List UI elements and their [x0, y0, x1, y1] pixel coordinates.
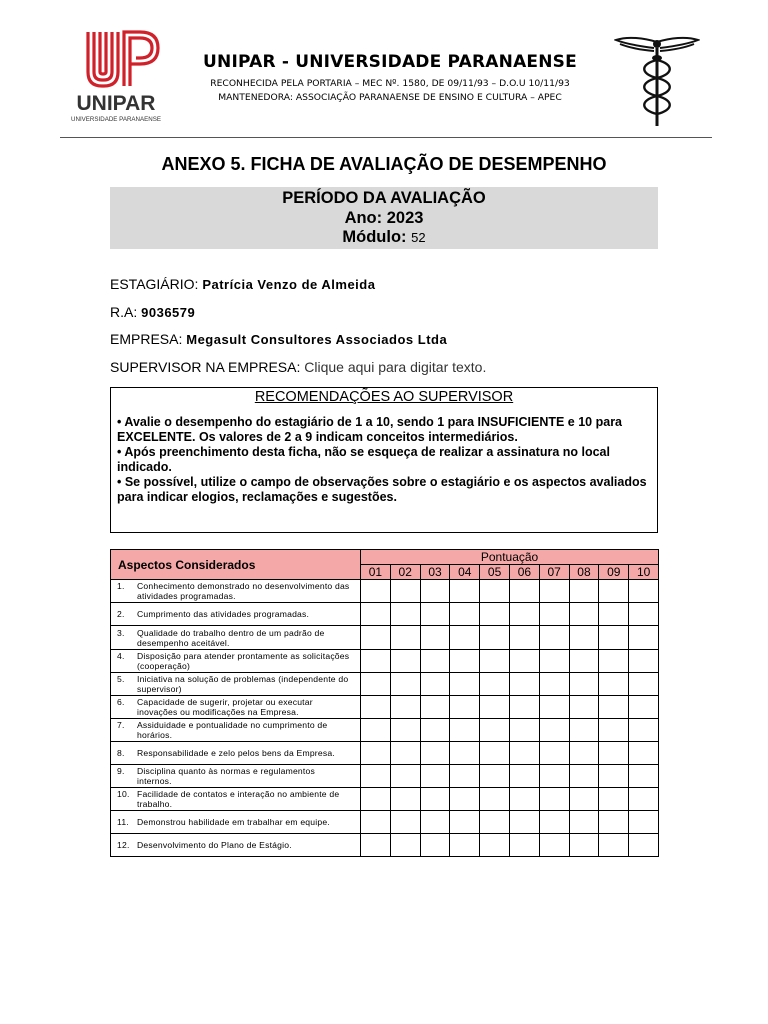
aspect-text: Disposição para atender prontamente as solicitações (cooperação) [137, 651, 350, 671]
score-cell[interactable] [599, 673, 629, 696]
table-row [111, 650, 659, 673]
score-cell[interactable] [569, 650, 599, 673]
score-cell[interactable] [420, 696, 450, 719]
score-cell[interactable] [569, 603, 599, 626]
score-number-05: 05 [480, 565, 510, 580]
score-cell[interactable] [420, 626, 450, 650]
aspect-cell [111, 742, 361, 765]
score-cell[interactable] [569, 696, 599, 719]
score-cell[interactable] [361, 603, 391, 626]
aspect-text: Conhecimento demonstrado no desenvolvimento das atividades programadas. [137, 581, 350, 601]
score-cell[interactable] [450, 603, 480, 626]
recommendation-item: • Avalie o desempenho do estagiário de 1 a 10, sendo 1 para INSUFICIENTE e 10 para EXCELENTE. Os valores de 2 a 9 indicam conceitos intermediários. [117, 415, 623, 444]
ra-value: 9036579 [141, 305, 196, 320]
recommendations-list [117, 415, 651, 505]
score-cell[interactable] [629, 719, 659, 742]
unipar-logo-subtext: UNIVERSIDADE PARANAENSE [71, 116, 161, 123]
score-cell[interactable] [420, 834, 450, 857]
score-number-02: 02 [390, 565, 420, 580]
aspect-text: Desenvolvimento do Plano de Estágio. [137, 840, 292, 850]
supervisor-input[interactable]: Clique aqui para digitar texto. [304, 359, 487, 375]
score-cell[interactable] [480, 696, 510, 719]
score-cell[interactable] [390, 719, 420, 742]
score-cell[interactable] [361, 834, 391, 857]
score-cell[interactable] [361, 742, 391, 765]
score-cell[interactable] [420, 603, 450, 626]
score-cell[interactable] [509, 650, 539, 673]
aspect-text: Disciplina quanto às normas e regulamentos internos. [137, 766, 315, 786]
aspects-header: Aspectos Considerados [111, 550, 361, 580]
aspect-text: Cumprimento das atividades programadas. [137, 609, 310, 619]
aspect-number: 4. [117, 651, 125, 661]
table-row [111, 719, 659, 742]
supervisor-label: SUPERVISOR NA EMPRESA: [110, 359, 301, 375]
score-cell[interactable] [480, 580, 510, 603]
score-cell[interactable] [420, 742, 450, 765]
score-cell[interactable] [539, 811, 569, 834]
table-row [111, 834, 659, 857]
table-row [111, 673, 659, 696]
ra-label: R.A: [110, 304, 138, 320]
aspect-text: Responsabilidade e zelo pelos bens da Empresa. [137, 748, 335, 758]
score-cell[interactable] [450, 765, 480, 788]
score-cell[interactable] [539, 650, 569, 673]
score-cell[interactable] [509, 811, 539, 834]
recommendation-item: • Se possível, utilize o campo de observações sobre o estagiário e os aspectos avaliados para indicar elogios, reclamações e sugestões. [117, 475, 647, 504]
supervisor-field [110, 359, 486, 375]
score-number-10: 10 [629, 565, 659, 580]
score-cell[interactable] [450, 626, 480, 650]
intern-label: ESTAGIÁRIO: [110, 276, 199, 292]
table-row [111, 811, 659, 834]
score-number-08: 08 [569, 565, 599, 580]
aspect-text: Qualidade do trabalho dentro de um padrão de desempenho aceitável. [137, 627, 325, 648]
score-cell[interactable] [509, 603, 539, 626]
score-cell[interactable] [539, 834, 569, 857]
document-header [60, 28, 710, 134]
table-row [111, 603, 659, 626]
score-cell[interactable] [599, 650, 629, 673]
score-cell[interactable] [509, 742, 539, 765]
score-cell[interactable] [361, 719, 391, 742]
score-cell[interactable] [390, 742, 420, 765]
score-header: Pontuação [361, 550, 659, 565]
aspect-number: 5. [117, 674, 125, 684]
score-cell[interactable] [569, 626, 599, 650]
recommendation-item: • Após preenchimento desta ficha, não se esqueça de realizar a assinatura no local indicado. [117, 445, 610, 474]
score-cell[interactable] [450, 788, 480, 811]
aspect-number: 10. [117, 789, 130, 799]
score-cell[interactable] [509, 673, 539, 696]
score-cell[interactable] [361, 811, 391, 834]
aspect-cell [111, 788, 361, 811]
score-number-09: 09 [599, 565, 629, 580]
score-number-01: 01 [361, 565, 391, 580]
score-cell[interactable] [390, 626, 420, 650]
score-cell[interactable] [420, 765, 450, 788]
aspect-number: 12. [117, 840, 130, 850]
score-cell[interactable] [420, 788, 450, 811]
score-cell[interactable] [450, 696, 480, 719]
score-number-03: 03 [420, 565, 450, 580]
score-cell[interactable] [450, 834, 480, 857]
score-cell[interactable] [599, 811, 629, 834]
score-cell[interactable] [390, 811, 420, 834]
score-cell[interactable] [450, 811, 480, 834]
score-cell[interactable] [539, 742, 569, 765]
score-cell[interactable] [480, 811, 510, 834]
module-label: Módulo: [342, 228, 407, 246]
score-cell[interactable] [509, 719, 539, 742]
intern-value: Patrícia Venzo de Almeida [202, 277, 376, 292]
maintainer-line: MANTENEDORA: ASSOCIAÇÃO PARANAENSE DE ENSINO E CULTURA – APEC [218, 92, 562, 103]
company-value: Megasult Consultores Associados Ltda [186, 332, 448, 347]
unipar-logo [66, 28, 166, 126]
aspect-number: 8. [117, 748, 125, 758]
score-cell[interactable] [539, 788, 569, 811]
score-number-07: 07 [539, 565, 569, 580]
recommendations-box [110, 387, 658, 533]
aspect-cell [111, 765, 361, 788]
score-cell[interactable] [450, 580, 480, 603]
score-cell[interactable] [629, 788, 659, 811]
score-cell[interactable] [480, 719, 510, 742]
score-cell[interactable] [629, 834, 659, 857]
score-cell[interactable] [480, 834, 510, 857]
evaluation-period-box [110, 187, 658, 249]
score-cell[interactable] [599, 696, 629, 719]
score-cell[interactable] [629, 626, 659, 650]
aspect-number: 3. [117, 627, 125, 638]
score-cell[interactable] [361, 696, 391, 719]
score-cell[interactable] [480, 765, 510, 788]
table-row [111, 580, 659, 603]
score-cell[interactable] [509, 788, 539, 811]
score-cell[interactable] [450, 673, 480, 696]
aspect-number: 7. [117, 720, 125, 730]
score-cell[interactable] [569, 742, 599, 765]
aspect-cell [111, 626, 361, 650]
score-cell[interactable] [539, 580, 569, 603]
score-cell[interactable] [569, 719, 599, 742]
intern-field [110, 276, 375, 292]
score-cell[interactable] [390, 603, 420, 626]
score-cell[interactable] [390, 673, 420, 696]
score-cell[interactable] [509, 765, 539, 788]
score-cell[interactable] [539, 719, 569, 742]
score-cell[interactable] [629, 696, 659, 719]
unipar-logo-text: UNIPAR [76, 92, 156, 115]
score-cell[interactable] [629, 742, 659, 765]
score-cell[interactable] [599, 742, 629, 765]
score-cell[interactable] [420, 673, 450, 696]
score-cell[interactable] [539, 626, 569, 650]
score-cell[interactable] [539, 673, 569, 696]
recognition-line: RECONHECIDA PELA PORTARIA – MEC Nº. 1580, DE 09/11/93 – D.O.U 10/11/93 [210, 78, 570, 89]
aspect-cell [111, 673, 361, 696]
score-cell[interactable] [480, 673, 510, 696]
company-field [110, 331, 447, 347]
score-cell[interactable] [361, 626, 391, 650]
score-cell[interactable] [361, 580, 391, 603]
score-cell[interactable] [361, 765, 391, 788]
university-title: UNIPAR - UNIVERSIDADE PARANAENSE [203, 52, 577, 72]
header-divider [60, 137, 712, 138]
score-cell[interactable] [450, 650, 480, 673]
aspect-cell [111, 811, 361, 834]
table-row [111, 788, 659, 811]
score-cell[interactable] [599, 765, 629, 788]
evaluation-table [110, 549, 659, 857]
score-cell[interactable] [390, 650, 420, 673]
score-cell[interactable] [569, 580, 599, 603]
score-cell[interactable] [509, 580, 539, 603]
score-cell[interactable] [361, 788, 391, 811]
score-cell[interactable] [361, 650, 391, 673]
score-cell[interactable] [599, 834, 629, 857]
score-cell[interactable] [420, 719, 450, 742]
score-cell[interactable] [629, 765, 659, 788]
score-cell[interactable] [629, 580, 659, 603]
module-value: 52 [411, 230, 426, 245]
aspect-text: Iniciativa na solução de problemas (independente do supervisor) [137, 674, 349, 694]
aspect-number: 1. [117, 581, 125, 591]
score-cell[interactable] [509, 834, 539, 857]
score-cell[interactable] [480, 603, 510, 626]
score-cell[interactable] [569, 834, 599, 857]
header-text [170, 52, 610, 105]
score-cell[interactable] [569, 811, 599, 834]
annex-title: ANEXO 5. FICHA DE AVALIAÇÃO DE DESEMPENHO [161, 154, 607, 174]
company-label: EMPRESA: [110, 331, 183, 347]
aspect-cell [111, 719, 361, 742]
aspect-number: 2. [117, 609, 125, 619]
score-cell[interactable] [599, 626, 629, 650]
score-cell[interactable] [569, 765, 599, 788]
score-cell[interactable] [361, 673, 391, 696]
score-cell[interactable] [539, 603, 569, 626]
aspect-text: Demonstrou habilidade em trabalhar em equipe. [137, 817, 330, 827]
score-cell[interactable] [480, 788, 510, 811]
score-cell[interactable] [420, 580, 450, 603]
aspect-cell [111, 603, 361, 626]
aspect-text: Assiduidade e pontualidade no cumprimento de horários. [137, 720, 328, 740]
recommendations-title: RECOMENDAÇÕES AO SUPERVISOR [254, 389, 514, 405]
aspect-cell [111, 696, 361, 719]
score-cell[interactable] [390, 788, 420, 811]
score-cell[interactable] [539, 765, 569, 788]
score-cell[interactable] [569, 788, 599, 811]
aspect-cell [111, 650, 361, 673]
aspect-text: Capacidade de sugerir, projetar ou executar inovações ou modificações na Empresa. [137, 697, 313, 717]
score-cell[interactable] [420, 650, 450, 673]
score-cell[interactable] [390, 765, 420, 788]
score-cell[interactable] [450, 742, 480, 765]
score-cell[interactable] [599, 603, 629, 626]
table-row [111, 765, 659, 788]
aspect-cell [111, 834, 361, 857]
table-row [111, 626, 659, 650]
score-cell[interactable] [509, 626, 539, 650]
score-cell[interactable] [390, 580, 420, 603]
score-cell[interactable] [629, 603, 659, 626]
score-cell[interactable] [539, 696, 569, 719]
period-label: PERÍODO DA AVALIAÇÃO [282, 189, 486, 207]
aspect-text: Facilidade de contatos e interação no ambiente de trabalho. [137, 789, 340, 809]
score-cell[interactable] [569, 673, 599, 696]
score-cell[interactable] [629, 811, 659, 834]
aspect-number: 11. [117, 817, 129, 827]
score-cell[interactable] [629, 650, 659, 673]
score-cell[interactable] [390, 696, 420, 719]
aspect-number: 9. [117, 766, 125, 776]
score-cell[interactable] [599, 788, 629, 811]
table-row [111, 696, 659, 719]
score-cell[interactable] [509, 696, 539, 719]
period-year: Ano: 2023 [344, 209, 424, 227]
ra-field [110, 304, 195, 320]
score-cell[interactable] [420, 811, 450, 834]
score-cell[interactable] [480, 742, 510, 765]
score-cell[interactable] [599, 719, 629, 742]
aspect-cell [111, 580, 361, 603]
score-cell[interactable] [599, 580, 629, 603]
score-cell[interactable] [390, 834, 420, 857]
score-cell[interactable] [480, 650, 510, 673]
score-number-04: 04 [450, 565, 480, 580]
score-cell[interactable] [629, 673, 659, 696]
score-cell[interactable] [450, 719, 480, 742]
score-number-06: 06 [509, 565, 539, 580]
aspect-number: 6. [117, 697, 125, 707]
caduceus-emblem-icon [614, 32, 700, 128]
table-row [111, 742, 659, 765]
period-module [110, 228, 658, 247]
score-cell[interactable] [480, 626, 510, 650]
